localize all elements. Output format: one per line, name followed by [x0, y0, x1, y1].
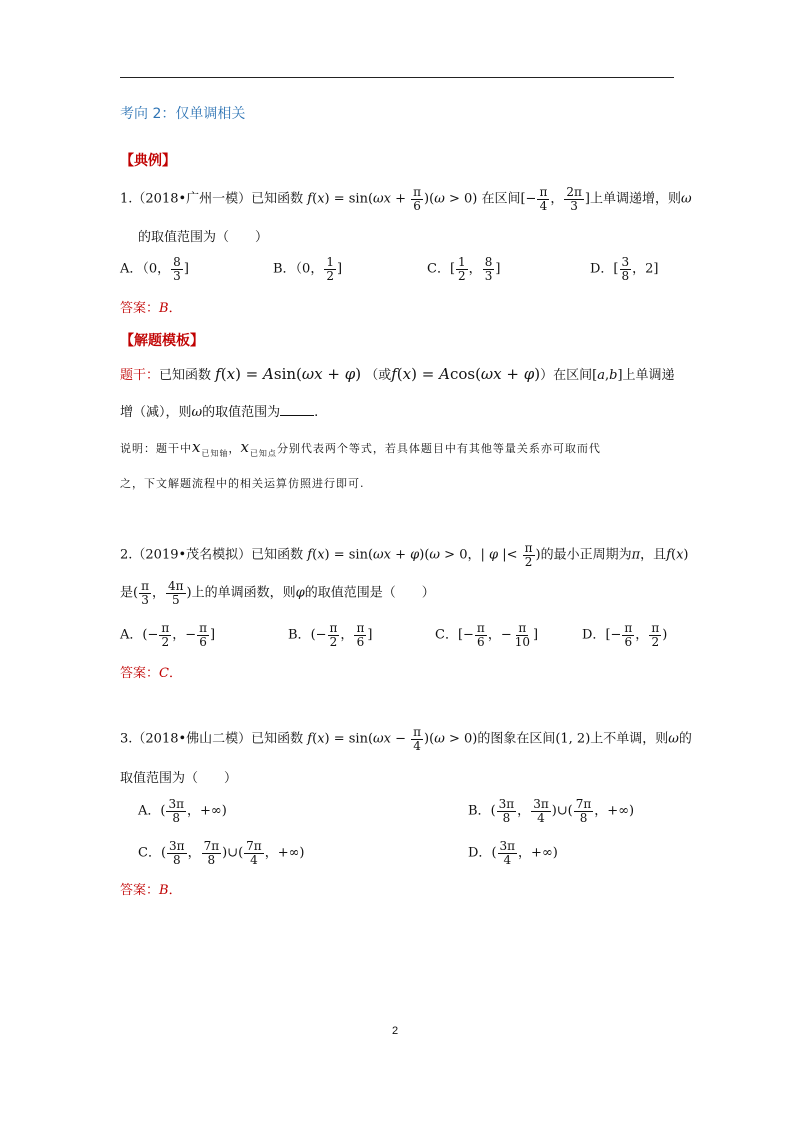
example-tag: 【典例】 [120, 153, 176, 169]
template-note-line2: 之，下文解题流程中的相关运算仿照进行即可. [120, 477, 365, 490]
q2-option-a: A．(− $\frac{\pi}{2}$ ，− $\frac{\pi}{6}$ ] [120, 621, 216, 649]
page-number: 2 [392, 1025, 399, 1037]
header-rule [120, 77, 674, 78]
q2-answer: 答案：C． [120, 666, 182, 681]
q2-line1: 2.（2019•茂名模拟）已知函数 f(x) = sin(ωx + φ)(ω > 0，| φ |< $\frac{\pi}{2}$ )的最小正周期为π，且f(x) [120, 541, 689, 569]
q1-line1: 1.（2018•广州一模）已知函数 f(x) = sin(ωx + $\frac{\pi}{6}$ )(ω > 0) 在区间[− $\frac{\pi}{4}$ ， $\frac{2\pi}{3}$ ]上单调递增，则ω [120, 185, 692, 213]
q3-option-d: D．( $\frac{3\pi}{4}$ ，+∞) [468, 839, 558, 867]
q1-answer: 答案：B． [120, 301, 182, 316]
q2-option-d: D．[− $\frac{\pi}{6}$ ， $\frac{\pi}{2}$ ) [582, 621, 668, 649]
template-tag: 【解题模板】 [120, 333, 204, 349]
section-title: 考向 2：仅单调相关 [120, 106, 246, 122]
template-stem-line2: 增（减），则ω的取值范围为 . [120, 405, 319, 420]
q2-option-b: B．(− $\frac{\pi}{2}$ ， $\frac{\pi}{6}$ ] [288, 621, 373, 649]
q1-option-b: B．（0， $\frac{1}{2}$ ] [273, 255, 343, 283]
q1-option-d: D．[ $\frac{3}{8}$ ，2] [590, 255, 659, 283]
template-stem-line1: 题干：已知函数 f(x) = Asin(ωx + φ) （或f(x) = Acos(ωx + φ)）在区间[a,b]上单调递 [120, 365, 675, 383]
q3-answer: 答案：B． [120, 883, 182, 898]
q1-line2: 的取值范围为（ ） [138, 230, 269, 245]
template-note-line1: 说明：题干中$x_{已知轴}$，$x_{已知点}$分别代表两个等式，若具体题目中有其他等量关系亦可取而代 [120, 438, 601, 458]
q2-line2: 是( $\frac{\pi}{3}$ ， $\frac{4\pi}{5}$ )上的单调函数，则φ的取值范围是（ ） [120, 579, 435, 607]
q2-option-c: C．[− $\frac{\pi}{6}$ ，− $\frac{\pi}{10}$ ] [435, 621, 539, 649]
q3-option-c: C．( $\frac{3\pi}{8}$ ， $\frac{7\pi}{8}$ )∪( $\frac{7\pi}{4}$ ，+∞) [138, 839, 305, 867]
q1-option-c: C．[ $\frac{1}{2}$ ， $\frac{8}{3}$ ] [427, 255, 501, 283]
q3-option-a: A．( $\frac{3\pi}{8}$ ，+∞) [138, 797, 227, 825]
q3-line1: 3.（2018•佛山二模）已知函数 f(x) = sin(ωx − $\frac{\pi}{4}$ )(ω > 0)的图象在区间(1, 2)上不单调，则ω的 [120, 725, 692, 753]
q3-line2: 取值范围为（ ） [120, 771, 238, 786]
q3-option-b: B．( $\frac{3\pi}{8}$ ， $\frac{3\pi}{4}$ )∪( $\frac{7\pi}{8}$ ，+∞) [468, 797, 635, 825]
q1-option-a: A．（0， $\frac{8}{3}$ ] [120, 255, 189, 283]
